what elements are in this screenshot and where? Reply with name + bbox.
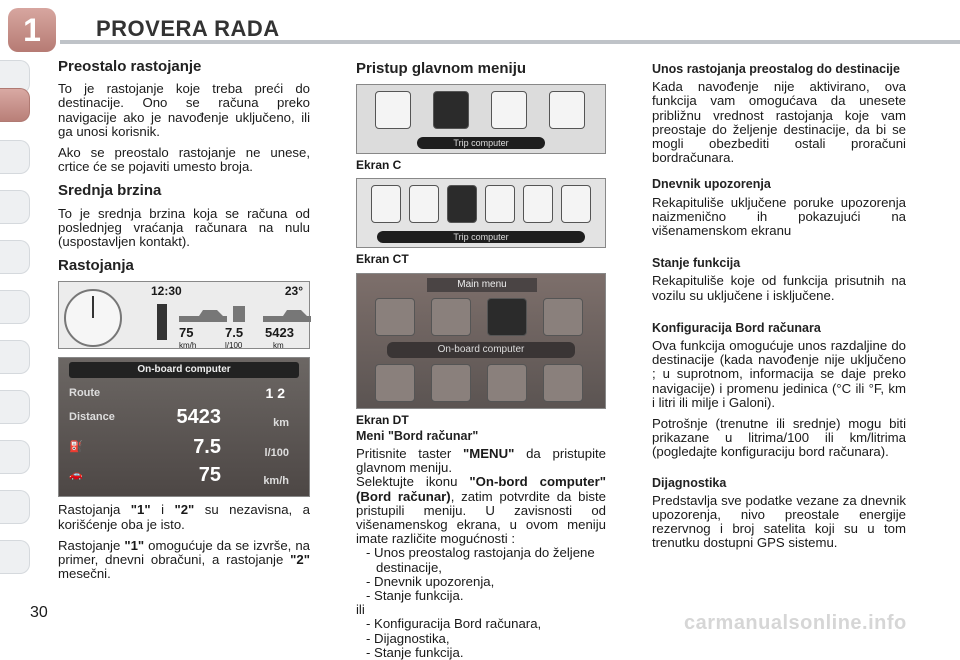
chapter-tab[interactable] xyxy=(0,440,30,474)
obc-row xyxy=(69,436,299,464)
screen-c-bar: Trip computer xyxy=(417,137,545,149)
obc-row-value: 5423 xyxy=(176,406,221,429)
onboard-computer-screen xyxy=(58,357,310,497)
chapter-badge: 1 xyxy=(8,8,56,52)
caption-screen-ct: Ekran CT xyxy=(356,252,409,267)
dt-onboard-bar: On-board computer xyxy=(387,342,575,358)
chapter-tab[interactable] xyxy=(0,490,30,524)
para-diagnostics: Predstavlja sve podatke vezane za dnevnik upozorenja, nivo preostale energije rezervnog i broj satelita koji su u tom trenutku dostupni GPS sistemu. xyxy=(652,492,906,551)
screen-dt-image xyxy=(356,273,606,409)
column-left xyxy=(58,60,310,588)
heading-distances: Rastojanja xyxy=(58,257,134,275)
list-item: - Stanje funkcija. xyxy=(366,588,464,604)
options-list-1 xyxy=(366,546,606,603)
obc-row xyxy=(69,406,299,434)
para-menu-2: Selektujte ikonu "On-bord computer" (Bord računar), zatim potvrdite da biste pristupili meniju. U zavisnosti od višenamenskog ekrana, u ovom meniju imate različite mogućnosti : xyxy=(356,474,606,547)
map-icon xyxy=(409,185,439,223)
caption-screen-c: Ekran C xyxy=(356,158,402,173)
video-icon xyxy=(543,364,583,402)
chapter-tab[interactable] xyxy=(0,540,30,574)
list-item: - Dnevnik upozorenja, xyxy=(366,573,495,589)
dash-time: 12:30 xyxy=(151,284,182,299)
chapter-tab[interactable] xyxy=(0,390,30,424)
screen-ct-image xyxy=(356,178,606,248)
settings-icon xyxy=(491,91,527,129)
or-label: ili xyxy=(356,602,365,618)
car-icon xyxy=(179,310,227,322)
heading-function-status: Stanje funkcija xyxy=(652,256,741,271)
fuel-pump-icon: ⛽ xyxy=(69,441,83,454)
dash-value-1: 75 xyxy=(179,325,194,341)
heading-remaining: Preostalo rastojanje xyxy=(58,58,202,75)
dash-unit-1: km/h xyxy=(179,341,197,351)
map-icon xyxy=(431,298,471,336)
para-remaining-2: Ako se preostalo rastojanje ne unese, crtice će se pojaviti umesto broja. xyxy=(58,145,310,175)
navigation-icon xyxy=(375,91,411,129)
caption-screen-dt: Ekran DT xyxy=(356,412,409,427)
list-item: - Stanje funkcija. xyxy=(366,644,464,660)
chapter-tab[interactable] xyxy=(0,240,30,274)
car-icon: 🚗 xyxy=(69,469,83,482)
obc-row-unit: km/h xyxy=(263,475,289,488)
para-function-status: Rekapituliše koje od funkcija prisutnih na vozilu su uključene i isključene. xyxy=(652,273,906,303)
dash-unit-3: km xyxy=(273,341,284,351)
obc-row xyxy=(69,464,299,492)
options-list-2 xyxy=(366,617,606,660)
para-trips-1: Rastojanja "1" i "2" su nezavisna, a korišćenje oba je isto. xyxy=(58,502,310,532)
dashboard-screen xyxy=(58,281,310,349)
page-number: 30 xyxy=(30,604,48,621)
trip-selector xyxy=(157,304,167,340)
dash-value-2: 7.5 xyxy=(225,325,244,341)
heading-enter-distance: Unos rastojanja preostalog do destinacije xyxy=(652,62,900,76)
audio-icon xyxy=(543,298,583,336)
watermark: carmanualsonline.info xyxy=(684,612,907,634)
obc-row-value: 7.5 xyxy=(193,436,221,459)
heading-menu-board: Meni "Bord računar" xyxy=(356,428,479,443)
obc-row-label: Distance xyxy=(69,411,115,424)
page-header xyxy=(0,0,960,48)
chapter-tab[interactable] xyxy=(0,340,30,374)
obc-row-label: Route xyxy=(69,387,101,400)
car-flag-icon xyxy=(263,310,311,322)
list-icon xyxy=(485,185,515,223)
list-item: - Konfiguracija Bord računara, xyxy=(366,616,542,632)
chapter-tab[interactable] xyxy=(0,190,30,224)
chapter-tab[interactable] xyxy=(0,290,30,324)
page-title: PROVERA RADA xyxy=(96,16,280,41)
dash-unit-2: l/100 xyxy=(225,341,243,351)
column-middle xyxy=(356,62,606,660)
para-remaining-1: To je rastojanje koje treba preći do destinacije. Ono se računa preko navigacije ako je navođenje uključeno, ili ga unosi korisnik. xyxy=(58,81,310,139)
screen-ct-bar: Trip computer xyxy=(377,231,585,243)
para-enter-distance: Kada navođenje nije aktivirano, ova funkcija vam omogućava da unesete približnu vrednost rastojanja koje vam preostaje do željenje destinacije, da bi se mogli obezbediti ostali proračuni bordračunara. xyxy=(652,79,906,166)
heading-alert-log: Dnevnik upozorenja xyxy=(652,177,771,192)
trip-computer-icon xyxy=(447,185,477,223)
settings-icon xyxy=(561,185,591,223)
heading-avg-speed: Srednja brzina xyxy=(58,182,162,200)
obc-row-value: 75 xyxy=(198,464,221,487)
navigation-icon xyxy=(375,298,415,336)
screen-c-image xyxy=(356,84,606,154)
settings-icon xyxy=(431,364,471,402)
dash-value-3: 5423 xyxy=(265,325,294,341)
para-alert-log: Rekapituliše uključene poruke upozorenja naizmenično ih pokazujući na višenamenskom ekranu xyxy=(652,194,906,239)
phone-icon xyxy=(375,364,415,402)
trip-computer-icon xyxy=(487,298,527,336)
heading-config: Konfiguracija Bord računara xyxy=(652,320,821,335)
para-trips-2: Rastojanje "1" omogućuje da se izvrše, na primer, dnevni obračuni, a rastojanje "2" mesečni. xyxy=(58,537,310,582)
phone-icon xyxy=(523,185,553,223)
fuel-icon xyxy=(233,306,245,322)
para-config: Ova funkcija omogućuje unos razdaljine do destinacije (kada navođenje nije uključeno ; u suprotnom, informacija se daje preko navigacije) i promenu jedinica (°C ili °F, km i litri ili milje i Galoni). xyxy=(652,338,906,410)
obc-row-value: 1 2 xyxy=(265,385,285,402)
chapter-tabs xyxy=(0,60,36,620)
book-icon xyxy=(487,364,527,402)
heading-diagnostics: Dijagnostika xyxy=(652,475,727,490)
para-avg-speed: To je srednja brzina koja se računa od poslednjeg vraćanja računara na nulu (uspostavljen kontakt). xyxy=(58,205,310,250)
dash-temp: 23° xyxy=(284,284,303,299)
list-item: - Dijagnostika, xyxy=(366,630,450,646)
para-consumption: Potrošnje (trenutne ili srednje) mogu biti prikazane u litrima/100 ili km/litrima (pogledajte konfiguraciju bord računara). xyxy=(652,416,906,460)
chapter-tab[interactable] xyxy=(0,140,30,174)
navigation-icon xyxy=(371,185,401,223)
para-menu-1: Pritisnite taster "MENU" da pristupite glavnom meniju. xyxy=(356,446,606,476)
obc-row-unit: km xyxy=(273,417,289,430)
phone-icon xyxy=(549,91,585,129)
obc-title: On-board computer xyxy=(69,362,299,378)
dt-main-menu-label: Main menu xyxy=(427,278,537,292)
obc-row-unit: l/100 xyxy=(264,447,289,460)
chapter-tab-active[interactable] xyxy=(0,88,30,122)
list-item: - Unos preostalog rastojanja do željene destinacije, xyxy=(366,545,595,575)
heading-main-menu: Pristup glavnom meniju xyxy=(356,60,527,77)
column-right xyxy=(652,62,906,558)
trip-computer-icon xyxy=(433,91,469,129)
